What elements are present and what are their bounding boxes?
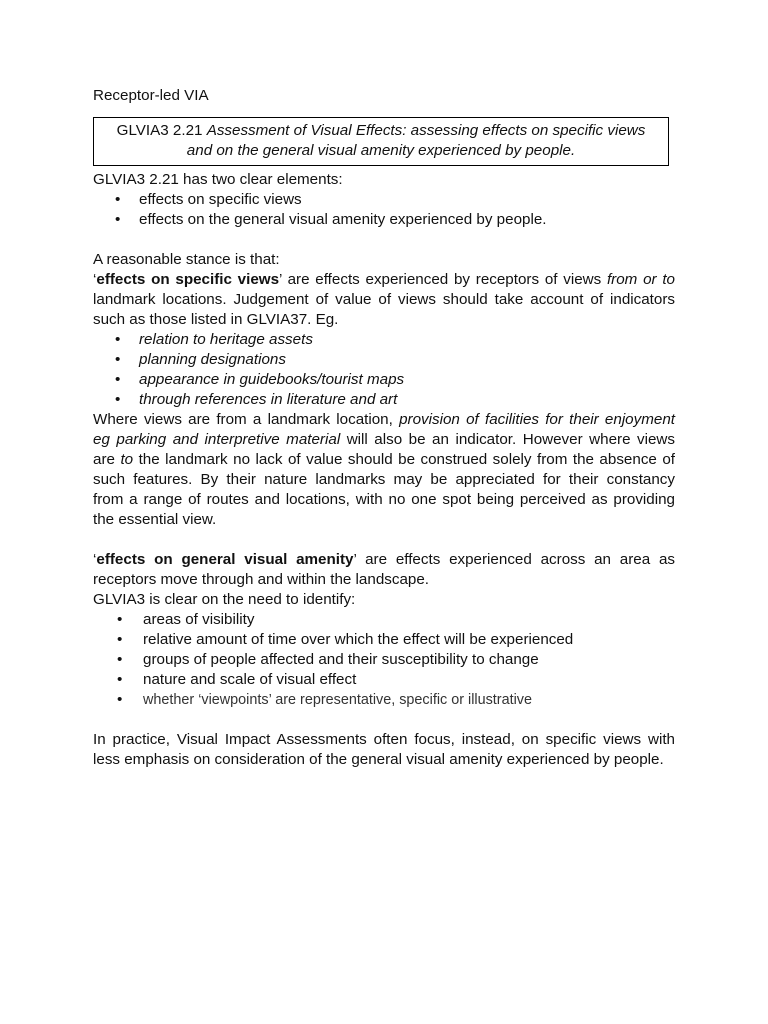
stance-text: A reasonable stance is that:: [93, 251, 280, 268]
intro-text: GLVIA3 2.21 has two clear elements:: [93, 171, 343, 188]
bullet: •: [115, 351, 121, 368]
list-item: [93, 610, 675, 630]
list-item-text: effects on specific views: [139, 191, 302, 208]
list-item: [93, 370, 675, 390]
practice-line-1: In practice, Visual Impact Assessments often focus, instead, on specific views with: [93, 731, 675, 748]
list-item-text: groups of people affected and their susceptibility to change: [143, 651, 539, 668]
specific-line-2: landmark locations. Judgement of value of views should take account of indicators: [93, 291, 675, 308]
specific-line-1: ‘effects on specific views’ are effects experienced by receptors of views from or to: [93, 271, 675, 288]
list-item-text: effects on the general visual amenity experienced by people.: [139, 211, 547, 228]
citation-box: [93, 117, 669, 166]
general-line-3: GLVIA3 is clear on the need to identify:: [93, 591, 356, 608]
spacer: [93, 710, 675, 730]
list-item: [93, 650, 675, 670]
list-item: [93, 390, 675, 410]
bullet: •: [117, 671, 123, 688]
specific-line-3: such as those listed in GLVIA37. Eg.: [93, 311, 339, 328]
landmark-line-4: such features. By their nature landmarks may be appreciated for their constancy: [93, 471, 675, 488]
list-item: [93, 190, 675, 210]
spacer: [93, 530, 675, 550]
list-item-text: through references in literature and art: [139, 391, 398, 408]
citation-title-1: Assessment of Visual Effects: assessing effects on specific views: [206, 122, 646, 139]
bullet: •: [115, 331, 121, 348]
bullet: •: [115, 391, 121, 408]
spacer: [93, 230, 675, 250]
citation-ref: GLVIA3 2.21: [116, 122, 207, 139]
document-body: [93, 170, 675, 770]
list-item: [93, 670, 675, 690]
practice-line-2: less emphasis on consideration of the general visual amenity experienced by people.: [93, 751, 664, 768]
list-item-text: relative amount of time over which the effect will be experienced: [143, 631, 574, 648]
list-item-text: whether ‘viewpoints’ are representative, specific or illustrative: [143, 692, 532, 708]
list-item-text: relation to heritage assets: [139, 331, 313, 348]
page-heading: Receptor-led VIA: [93, 87, 209, 104]
list-item: [93, 330, 675, 350]
citation-line-1: [94, 121, 668, 141]
bullet: •: [115, 211, 121, 228]
citation-title-2: and on the general visual amenity experienced by people.: [186, 142, 576, 159]
bullet: •: [117, 651, 123, 668]
list-item: [93, 630, 675, 650]
list-item: [93, 210, 675, 230]
landmark-line-1: Where views are from a landmark location, provision of facilities for their enjoyment: [93, 411, 675, 428]
list-item-text: appearance in guidebooks/tourist maps: [139, 371, 405, 388]
bullet: •: [117, 611, 123, 628]
list-item: [93, 350, 675, 370]
landmark-line-2: eg parking and interpretive material will also be an indicator. However where views: [93, 431, 675, 448]
specific-term: effects on specific views: [96, 271, 280, 288]
general-term: effects on general visual amenity: [96, 551, 354, 568]
bullet: •: [117, 631, 123, 648]
list-item-text: nature and scale of visual effect: [143, 671, 357, 688]
general-line-2: receptors move through and within the landscape.: [93, 571, 430, 588]
landmark-line-3: are to the landmark no lack of value should be construed solely from the absence of: [93, 451, 675, 468]
list-item-text: planning designations: [139, 351, 286, 368]
list-item-text: areas of visibility: [143, 611, 255, 628]
list-item: [93, 690, 675, 710]
bullet: •: [117, 691, 123, 708]
landmark-line-6: the essential view.: [93, 511, 217, 528]
general-line-1: ‘effects on general visual amenity’ are effects experienced across an area as: [93, 551, 676, 568]
bullet: •: [115, 191, 121, 208]
landmark-line-5: from a range of routes and locations, with no one spot being perceived as providing: [93, 491, 675, 508]
bullet: •: [115, 371, 121, 388]
